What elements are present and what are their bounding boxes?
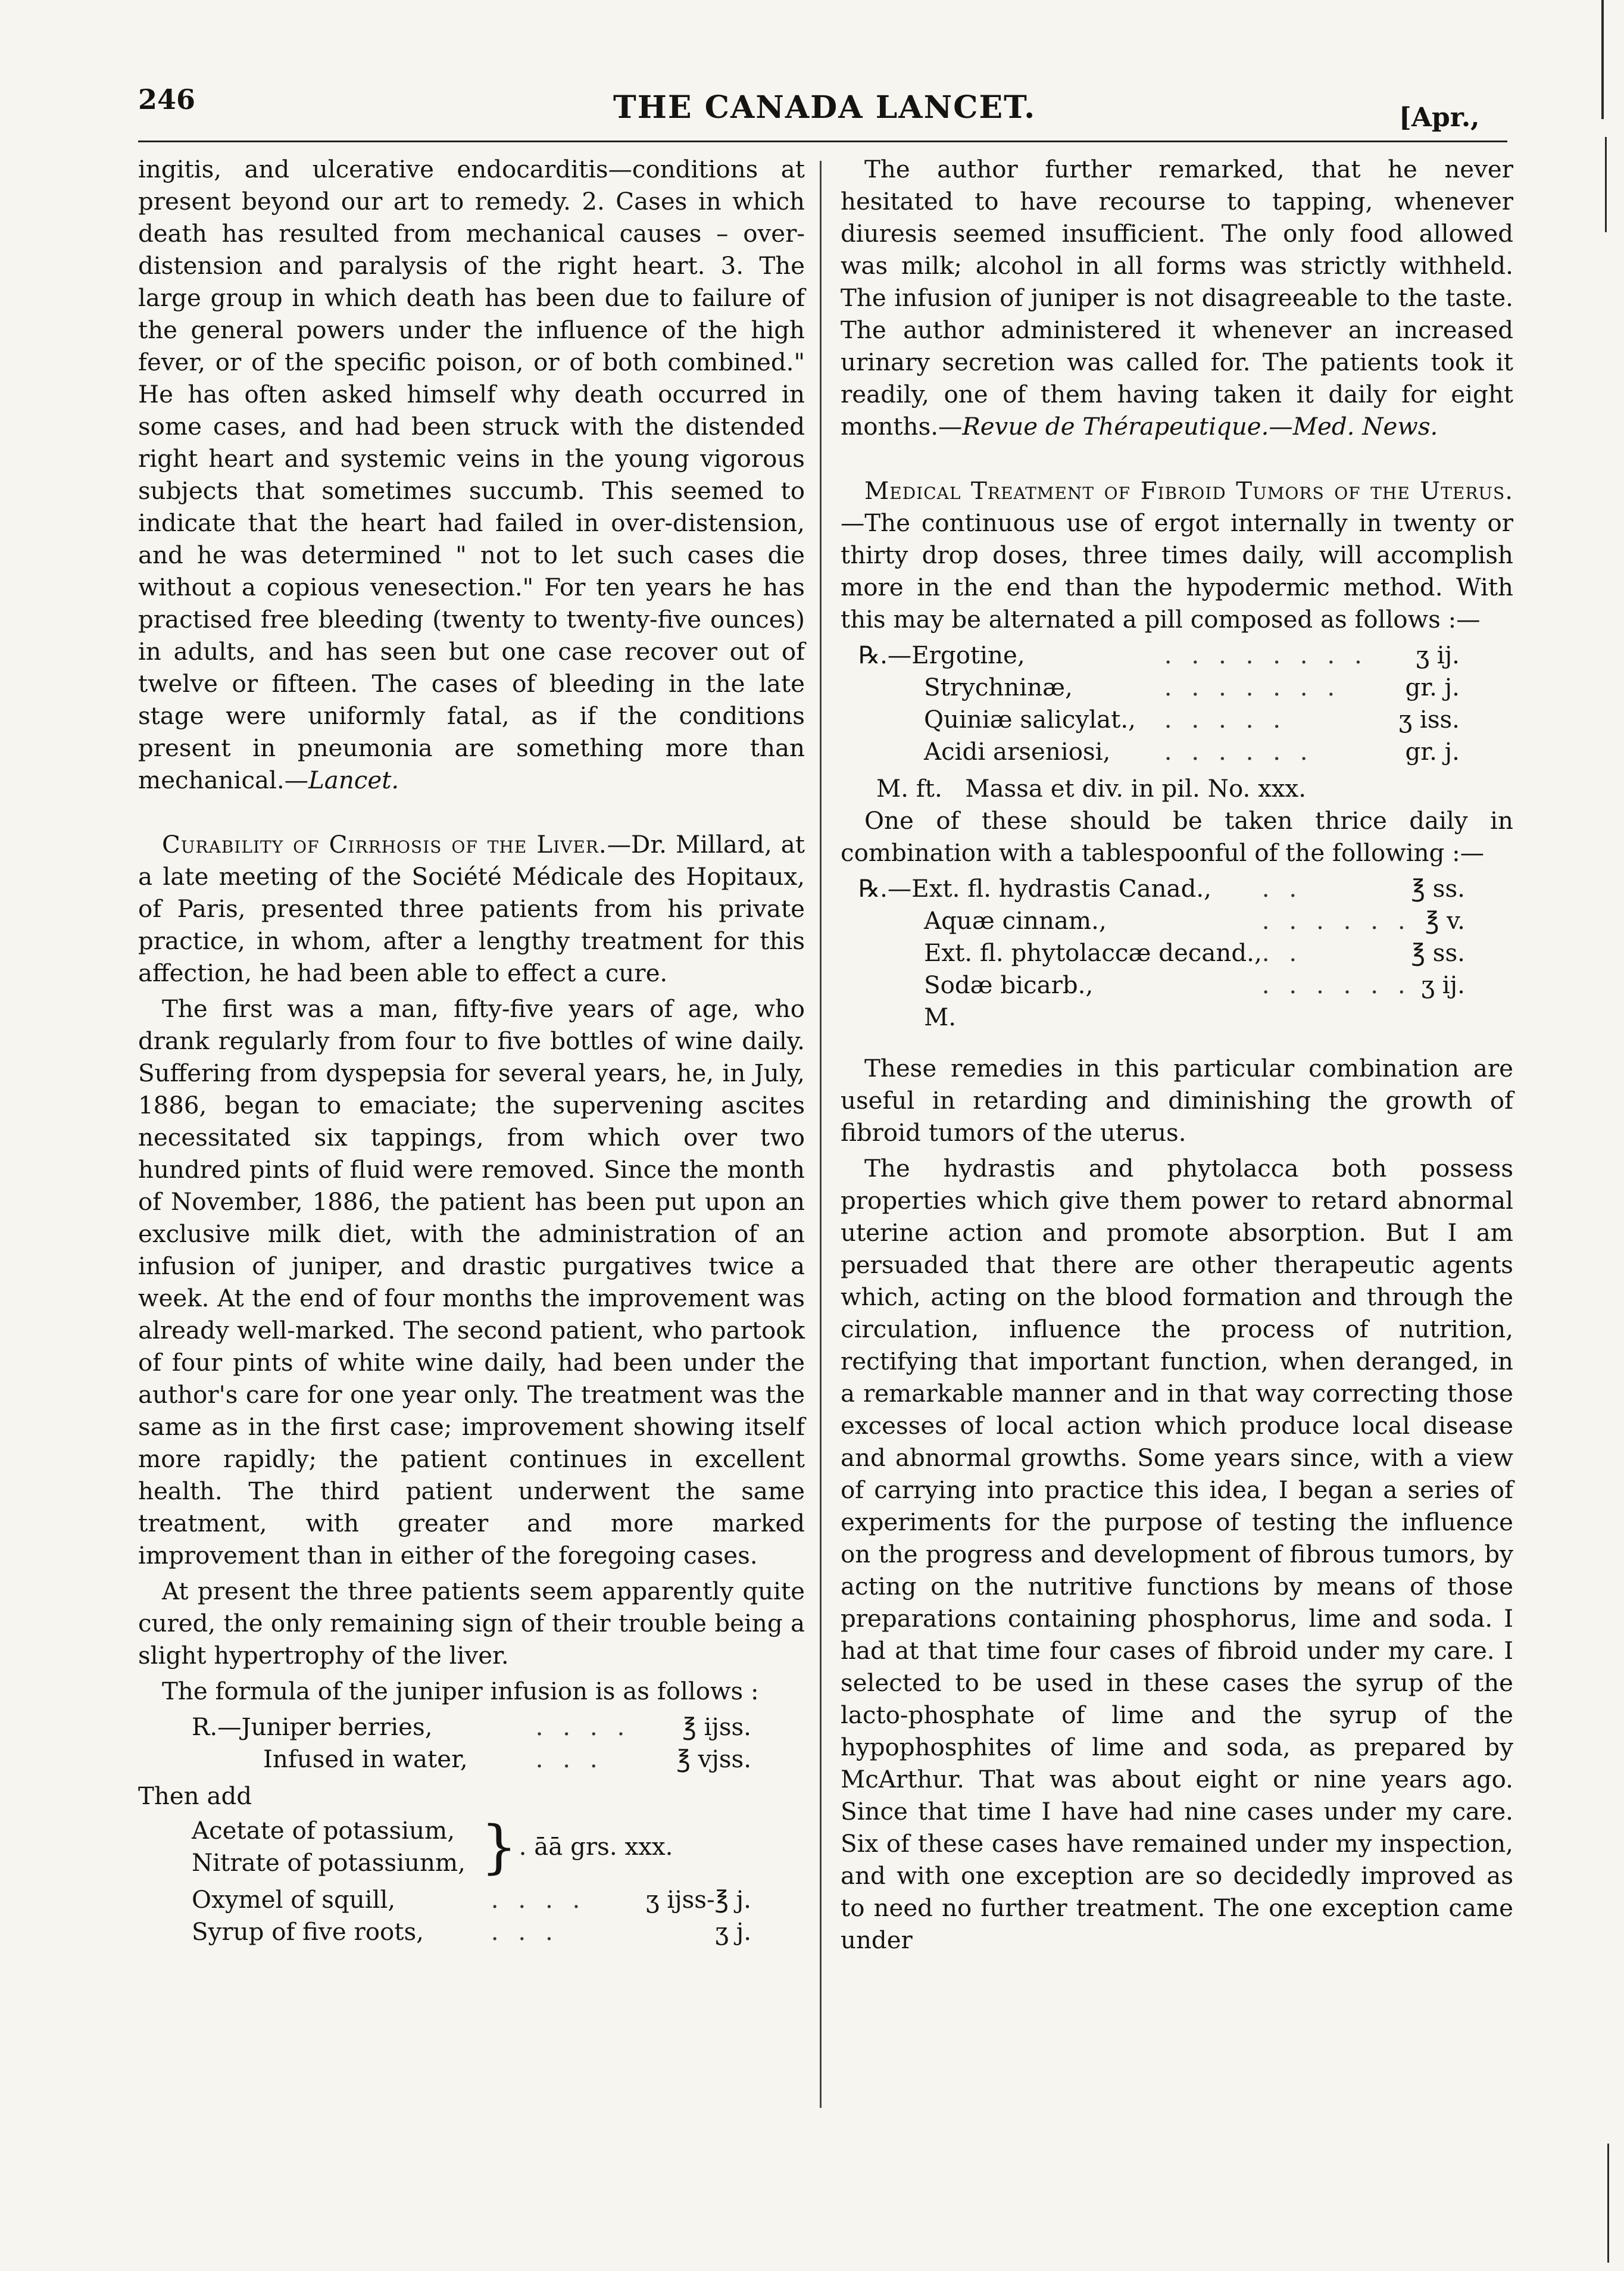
additions-recipe-continued [138, 1884, 805, 1948]
scan-edge-mark [1605, 137, 1607, 232]
intro-paragraph: ingitis, and ulcerative endocarditis—conditions at present beyond our art to remedy. 2. Cases in which death has resulted from mechanical causes – over-distension and paralysis of the right heart. 3. The large group in which death has been due to failure of the general powers under the influence of the high fever, or of the specific poison, or of both combined." He has often asked himself why death occurred in some cases, and had been struck with the distended right heart and systemic veins in the young vigorous subjects that sometimes succumb. This seemed to indicate that the heart had failed in over-distension, and he was determined " not to let such cases die without a copious venesection." For ten years he has practised free bleeding (twenty to twenty-five ounces) in adults, and has seen but one case recover out of twelve or fifteen. The cases of bleeding in the late stage were uniformly fatal, as if the conditions present in pneumonia are something more than mechanical.—Lancet. [138, 155, 805, 794]
cirrhosis-article: Curability of Cirrhosis of the Liver.—Dr. Millard, at a late meeting of the Société Médicale des Hopitaux, of Paris, presented three patients from his private practice, in whom, after a lengthy treatment for this affection, he had been able to effect a cure. [138, 831, 805, 987]
recipe-row: Oxymel of squill, . . . . ʒ ijss-℥ j. [192, 1886, 751, 1914]
then-add: Then add [138, 1782, 252, 1810]
fibroid-article: Medical Treatment of Fibroid Tumors of the Uterus.—The continuous use of ergot internally in twenty or thirty drop doses, three times daily, will accomplish more in the end than the hypodermic method. With this may be alternated a pill composed as follows :— [841, 477, 1513, 634]
hydrastis-paragraph: The hydrastis and phytolacca both possess properties which give them power to retard abnormal uterine action and promote absorption. But I am persuaded that there are other therapeutic agents which, acting on the blood formation and through the circulation, influence the process of nutrition, rectifying that important function, when deranged, in a remarkable manner and in that way correcting those excesses of local action which produce local disease and abnormal growths. Some years since, with a view of carrying into practice this idea, I began a series of experiments for the purpose of testing the influence on the progress and development of fibrous tumors, by acting on the nutritive functions by means of those preparations containing phosphorus, lime and soda. I had at that time four cases of fibroid under my care. I selected to be used in these cases the syrup of the lacto-phosphate of lime and the syrup of the hypophosphites of lime and soda, as prepared by McArthur. That was about eight or nine years ago. Since that time I have had nine cases under my care. Six of these cases have remained under my inspection, and with one exception are so decidedly improved as to need no further treatment. The one exception came under [841, 1155, 1513, 1954]
header-rule [138, 141, 1507, 142]
column-divider [820, 161, 822, 2108]
recipe-row: R.—Juniper berries, . . . . ℥ ijss. [192, 1713, 751, 1741]
recipe-row: ℞.—Ext. fl. hydrastis Canad., . . ℥ ss. [858, 875, 1465, 903]
thrice-paragraph: One of these should be taken thrice daily in combination with a tablespoonful of the following :— [841, 807, 1513, 867]
recipe-row: ℞.—Ergotine, . . . . . . . . ʒ ij. [858, 641, 1460, 669]
recipe-row: Sodæ bicarb., . . . . . . ʒ ij. [924, 971, 1465, 999]
recipe-row: Ext. fl. phytolaccæ decand., . . ℥ ss. [924, 939, 1465, 967]
journal-title: THE CANADA LANCET. [613, 89, 1036, 126]
scan-edge-mark [1607, 2144, 1609, 2263]
remedies-paragraph: These remedies in this particular combination are useful in retarding and diminishing the growth of fibroid tumors of the uterus. [841, 1055, 1513, 1147]
fibroid-heading: Medical Treatment of Fibroid Tumors of the Uterus. [864, 477, 1513, 505]
recipe-row: Aquæ cinnam., . . . . . . ℥ v. [924, 907, 1465, 935]
recipe-row: Acidi arseniosi, . . . . . . gr. j. [924, 738, 1460, 766]
pill-recipe [841, 640, 1513, 768]
scan-edge-mark [1601, 0, 1604, 119]
recipe-row: Syrup of five roots, . . . ʒ j. [192, 1918, 751, 1946]
right-column [841, 154, 1513, 1960]
formula-intro: The formula of the juniper infusion is as follows : [162, 1677, 759, 1705]
present-paragraph: At present the three patients seem apparently quite cured, the only remaining sign of their trouble being a slight hypertrophy of the liver. [138, 1577, 805, 1670]
page-number: 246 [138, 83, 196, 116]
pill-signature: M. ft. Massa et div. in pil. No. xxx. [876, 775, 1307, 803]
recipe-row: Strychninæ, . . . . . . . gr. j. [924, 673, 1460, 701]
recipe-row: M. [924, 1003, 957, 1031]
left-column [138, 154, 805, 1953]
recipe-row: Quiniæ salicylat., . . . . . ʒ iss. [924, 706, 1460, 734]
juniper-recipe [138, 1711, 805, 1776]
recipe-row: Nitrate of potassiunm, [192, 1849, 466, 1877]
liquid-recipe [841, 873, 1519, 1034]
header-date: [Apr., [1399, 102, 1480, 133]
recipe-row: Infused in water, . . . ℥ vjss. [263, 1745, 751, 1773]
recipe-row: Acetate of potassium, } . āā grs. xxx. [192, 1814, 673, 1880]
remark-paragraph: The author further remarked, that he never hesitated to have recourse to tapping, whenever diuresis seemed insufficient. The only food allowed was milk; alcohol in all forms was strictly withheld. The infusion of juniper is not disagreeable to the taste. The author administered it whenever an increased urinary secretion was called for. The patients took it readily, one of them having taken it daily for eight months.—Revue de Thérapeutique.—Med. News. [841, 155, 1513, 441]
cirrhosis-heading: Curability of Cirrhosis of the Liver. [162, 831, 607, 859]
additions-recipe [138, 1815, 805, 1879]
first-patient-paragraph: The first was a man, fifty-five years of age, who drank regularly from four to five bottles of wine daily. Suffering from dyspepsia for several years, he, in July, 1886, began to emaciate; the supervening ascites necessitated six tappings, from which over two hundred pints of fluid were removed. Since the month of November, 1886, the patient has been put upon an exclusive milk diet, with the administration of an infusion of juniper, and drastic purgatives twice a week. At the end of four months the improvement was already well-marked. The second patient, who partook of four pints of white wine daily, had been under the author's care for one year only. The treatment was the same as in the first case; improvement showing itself more rapidly; the patient continues in excellent health. The third patient underwent the same treatment, with greater and more marked improvement than in either of the foregoing cases. [138, 995, 805, 1570]
